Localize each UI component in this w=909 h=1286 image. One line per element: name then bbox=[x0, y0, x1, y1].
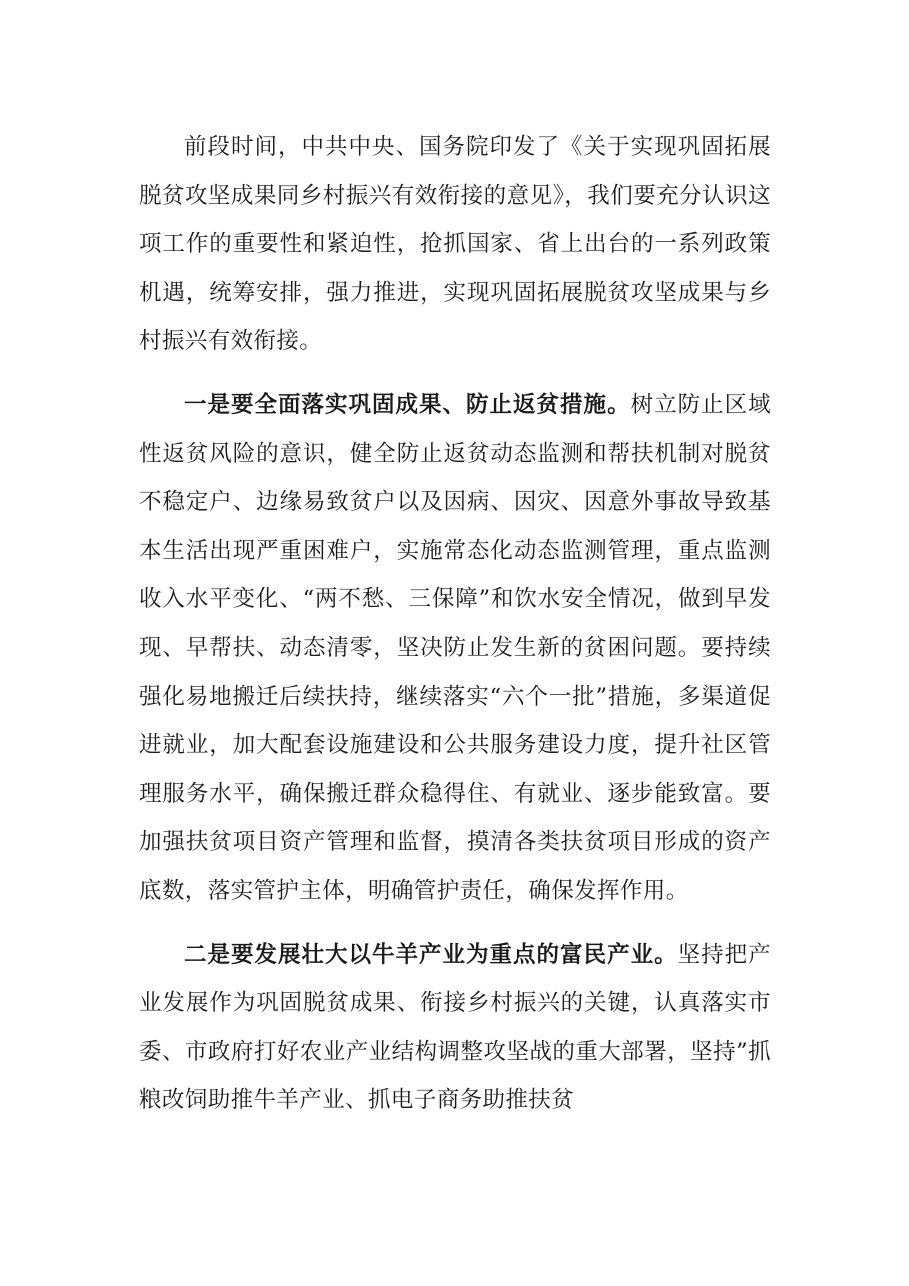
paragraph-text: 树立防止区域性返贫风险的意识，健全防止返贫动态监测和帮扶机制对脱贫不稳定户、边缘易致贫户以及因病、因灾、因意外事故导致基本生活出现严重困难户，实施常态化动态监测管理，重点监测收入水平变化、“两不愁、三保障”和饮水安全情况，做到早发现、早帮扶、动态清零，坚决防止发生新的贫困问题。要持续强化易地搬迁后续扶持，继续落实“六个一批”措施，多渠道促进就业，加大配套设施建设和公共服务建设力度，提升社区管理服务水平，确保搬迁群众稳得住、有就业、逐步能致富。要加强扶贫项目资产管理和监督，摸清各类扶贫项目形成的资产底数，落实管护主体，明确管护责任，确保发挥作用。 bbox=[139, 391, 771, 904]
paragraph-point-two bbox=[139, 931, 771, 1125]
paragraph-point-one bbox=[139, 381, 771, 916]
paragraph-text: 坚持把产业发展作为巩固脱贫成果、衔接乡村振兴的关键，认真落实市委、市政府打好农业产业结构调整攻坚战的重大部署，坚持”抓粮改饲助推牛羊产业、抓电子商务助推扶贫 bbox=[139, 941, 771, 1114]
paragraph-lead: 二是要发展壮大以牛羊产业为重点的富民产业。 bbox=[184, 941, 678, 968]
document-body bbox=[139, 123, 771, 1125]
paragraph-intro bbox=[139, 123, 771, 366]
paragraph-lead: 一是要全面落实巩固成果、防止返贫措施。 bbox=[184, 391, 631, 418]
paragraph-text: 前段时间，中共中央、国务院印发了《关于实现巩固拓展脱贫攻坚成果同乡村振兴有效衔接的意见》，我们要充分认识这项工作的重要性和紧迫性，抢抓国家、省上出台的一系列政策机遇，统筹安排，强力推进，实现巩固拓展脱贫攻坚成果与乡村振兴有效衔接。 bbox=[139, 134, 771, 355]
